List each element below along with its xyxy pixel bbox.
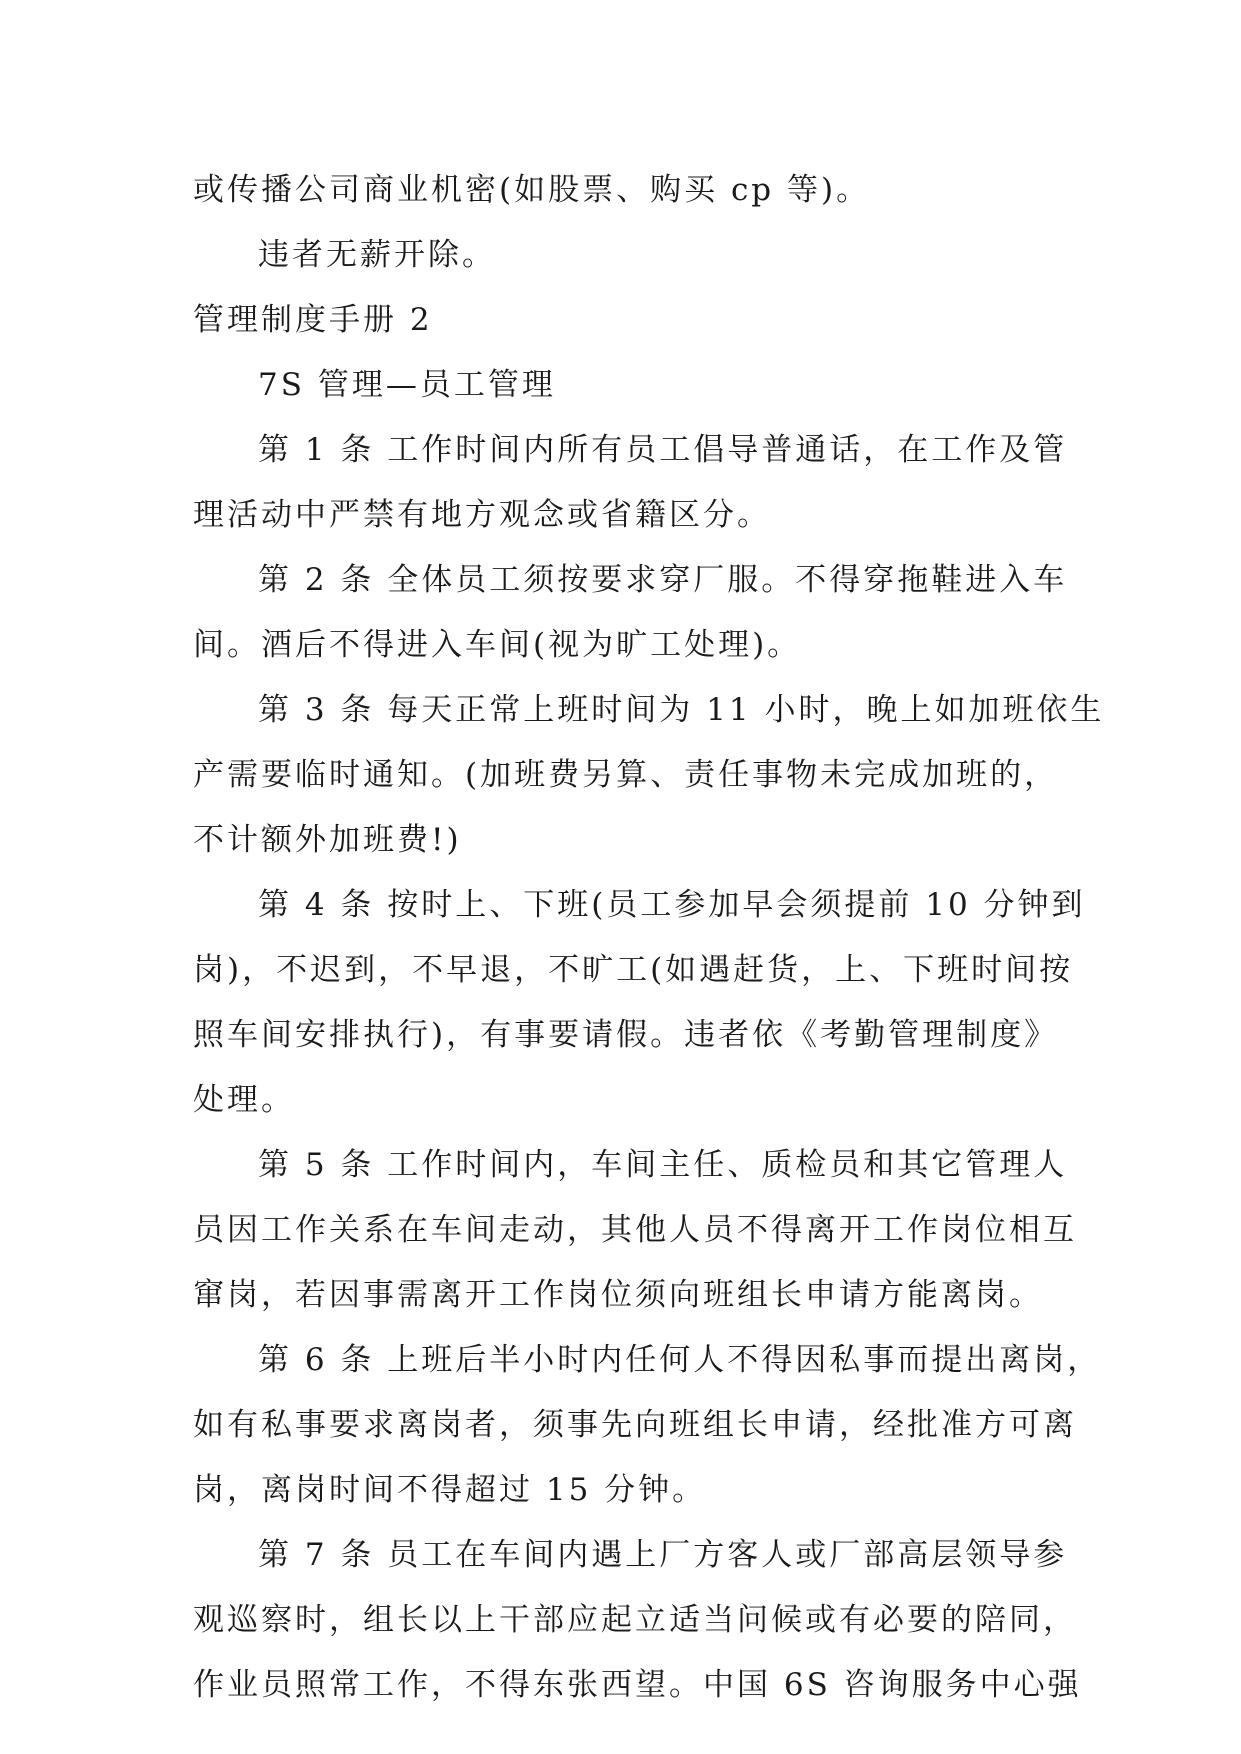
- text-line: 窜岗，若因事需离开工作岗位须向班组长申请方能离岗。: [193, 1277, 1043, 1313]
- text-line: 照车间安排执行)，有事要请假。违者依《考勤管理制度》: [193, 1017, 1059, 1053]
- section-heading: 管理制度手册 2: [193, 302, 433, 338]
- text-line: 间。酒后不得进入车间(视为旷工处理)。: [193, 627, 802, 663]
- text-line: 处理。: [193, 1082, 295, 1118]
- article-line: 第 4 条 按时上、下班(员工参加早会须提前 10 分钟到: [258, 887, 1086, 923]
- subsection-heading: 7S 管理—员工管理: [258, 367, 556, 403]
- text-line: 员因工作关系在车间走动，其他人员不得离开工作岗位相互: [193, 1212, 1077, 1248]
- text-line: 或传播公司商业机密(如股票、购买 cp 等)。: [193, 172, 871, 208]
- article-line: 第 6 条 上班后半小时内任何人不得因私事而提出离岗，: [258, 1342, 1102, 1378]
- text-line: 作业员照常工作，不得东张西望。中国 6S 咨询服务中心强: [193, 1667, 1082, 1703]
- text-line: 违者无薪开除。: [258, 237, 496, 273]
- article-line: 第 7 条 员工在车间内遇上厂方客人或厂部高层领导参: [258, 1537, 1068, 1573]
- text-line: 理活动中严禁有地方观念或省籍区分。: [193, 497, 771, 533]
- article-line: 第 5 条 工作时间内，车间主任、质检员和其它管理人: [258, 1147, 1068, 1183]
- text-line: 岗，离岗时间不得超过 15 分钟。: [193, 1472, 707, 1508]
- article-line: 第 1 条 工作时间内所有员工倡导普通话，在工作及管: [258, 432, 1068, 468]
- text-line: 不计额外加班费!): [193, 822, 462, 858]
- text-line: 观巡察时，组长以上干部应起立适当问候或有必要的陪同，: [193, 1602, 1077, 1638]
- text-line: 产需要临时通知。(加班费另算、责任事物未完成加班的，: [193, 757, 1059, 793]
- document-body: [193, 158, 1105, 1718]
- text-line: 如有私事要求离岗者，须事先向班组长申请，经批准方可离: [193, 1407, 1077, 1443]
- article-line: 第 3 条 每天正常上班时间为 11 小时，晚上如加班依生: [258, 692, 1105, 728]
- text-line: 岗)，不迟到，不早退，不旷工(如遇赶货，上、下班时间按: [193, 952, 1074, 988]
- article-line: 第 2 条 全体员工须按要求穿厂服。不得穿拖鞋进入车: [258, 562, 1068, 598]
